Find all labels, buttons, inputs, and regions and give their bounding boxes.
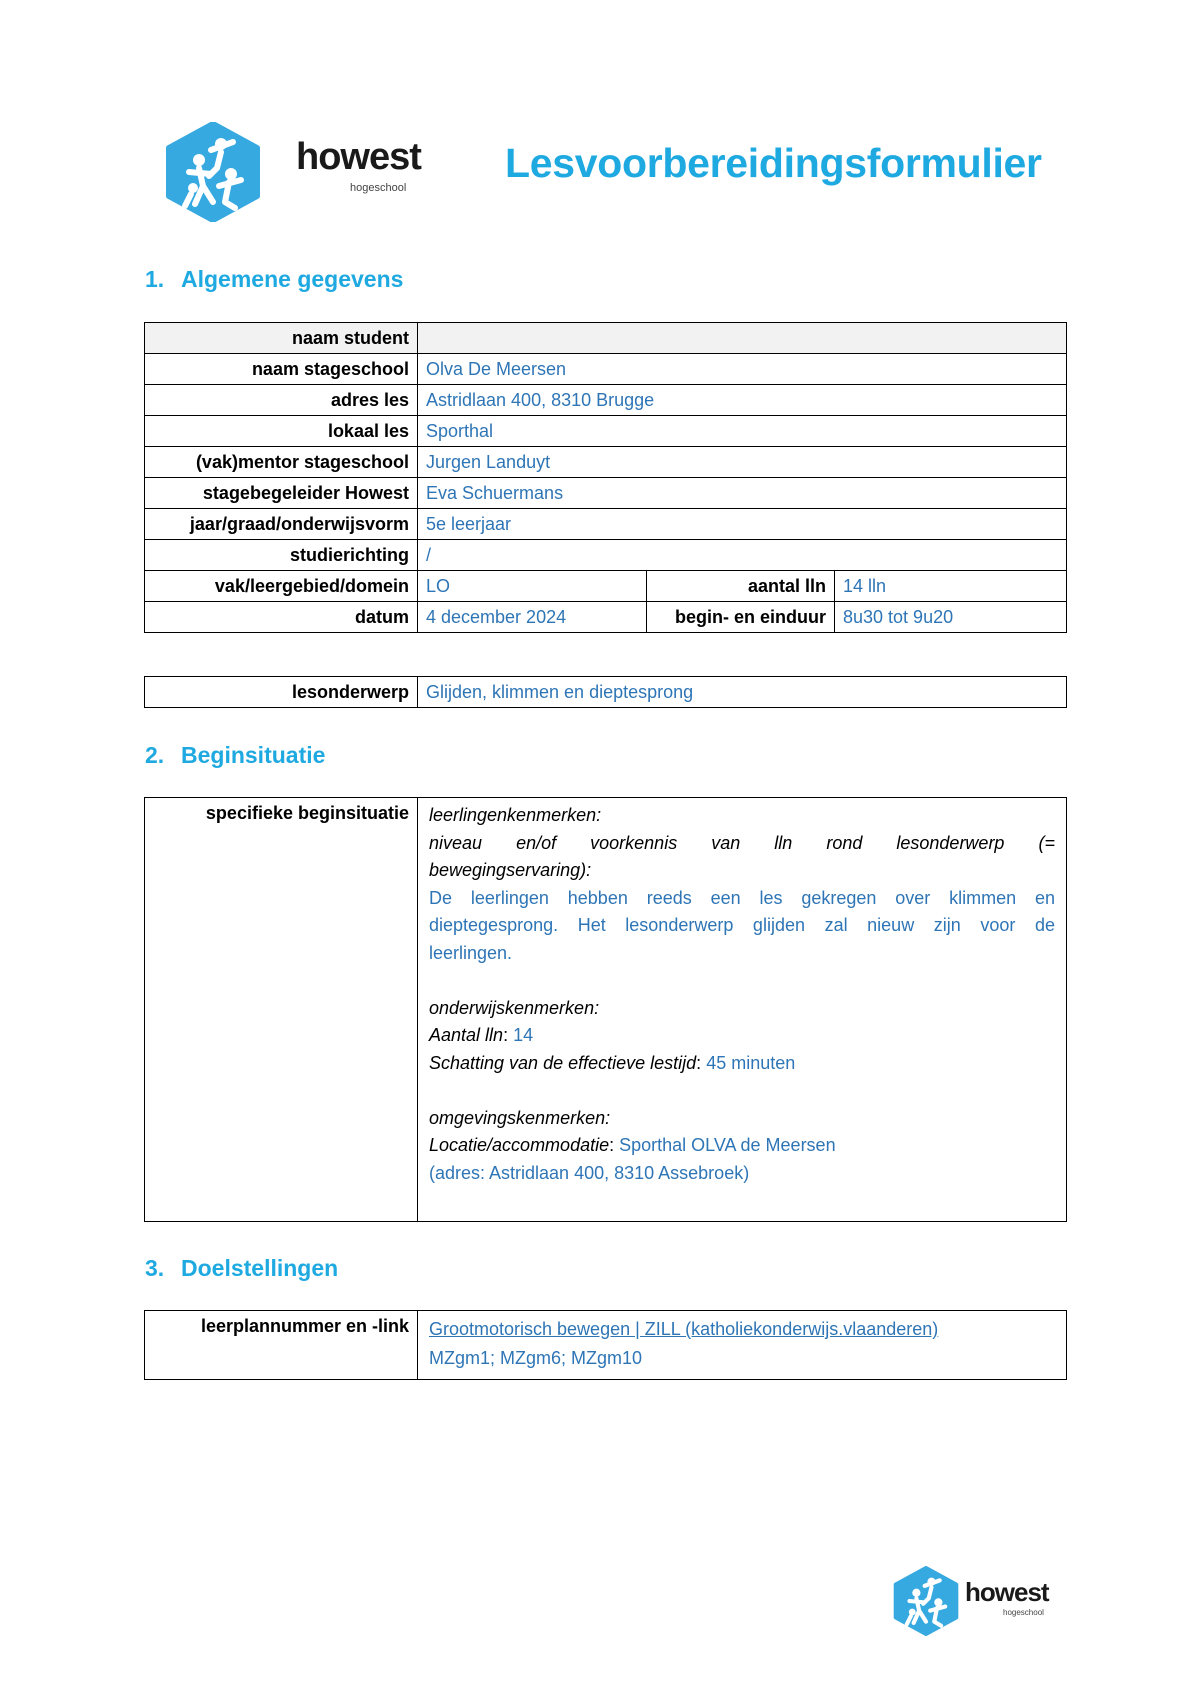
table-row <box>145 323 1067 354</box>
label-studierichting: studierichting <box>145 540 418 571</box>
footer-logo-word: howest <box>965 1577 1049 1607</box>
leerplan-codes: MZgm1; MZgm6; MZgm10 <box>429 1348 643 1368</box>
table-row <box>145 677 1067 708</box>
label-vak: vak/leergebied/domein <box>145 571 418 602</box>
label-naam-stageschool: naam stageschool <box>145 354 418 385</box>
table-row <box>145 1311 1067 1380</box>
table-row <box>145 602 1067 633</box>
onderwijskenmerken-heading: onderwijskenmerken: <box>429 997 600 1018</box>
value-aantal-lln[interactable]: 14 lln <box>835 571 1067 602</box>
table-row <box>145 416 1067 447</box>
table-row <box>145 798 1067 1222</box>
value-lesonderwerp[interactable]: Glijden, klimmen en dieptesprong <box>418 677 1067 708</box>
value-uur[interactable]: 8u30 tot 9u20 <box>835 602 1067 633</box>
beginsituatie-table <box>144 797 1067 1222</box>
beginsituatie-content[interactable] <box>418 798 1067 1222</box>
label-mentor: (vak)mentor stageschool <box>145 447 418 478</box>
logo-word: howest <box>296 136 421 178</box>
label-datum: datum <box>145 602 418 633</box>
howest-logo <box>165 122 445 222</box>
section-heading-algemene-gegevens: 1. Algemene gegevens <box>145 266 404 292</box>
value-jaar[interactable]: 5e leerjaar <box>418 509 1067 540</box>
niveau-heading-line2: bewegingservaring): <box>429 860 592 880</box>
footer-howest-logo <box>893 1566 1073 1638</box>
footer-logo-subtitle: hogeschool <box>1003 1608 1044 1617</box>
table-row <box>145 385 1067 416</box>
table-row <box>145 478 1067 509</box>
table-row <box>145 447 1067 478</box>
niveau-text-line3: leerlingen. <box>429 942 513 963</box>
label-lokaal-les: lokaal les <box>145 416 418 447</box>
table-row <box>145 571 1067 602</box>
leerlingenkenmerken-heading: leerlingenkenmerken: <box>429 805 602 825</box>
doelstellingen-table <box>144 1310 1067 1380</box>
niveau-heading-line1: niveau en/of voorkennis van lln rond lesonderwerp (= <box>429 832 1055 853</box>
value-datum[interactable]: 4 december 2024 <box>418 602 647 633</box>
locatie-line: Locatie/accommodatie: Sporthal OLVA de Meersen <box>429 1135 836 1155</box>
value-naam-student[interactable] <box>418 323 1067 354</box>
section-heading-beginsituatie: 2. Beginsituatie <box>145 742 326 768</box>
value-stagebegeleider[interactable]: Eva Schuermans <box>418 478 1067 509</box>
niveau-text-line1: De leerlingen hebben reeds een les gekregen over klimmen en <box>429 887 1055 908</box>
howest-logo-mark-icon <box>893 1566 959 1636</box>
value-studierichting[interactable]: / <box>418 540 1067 571</box>
section-heading-doelstellingen: 3. Doelstellingen <box>145 1255 339 1281</box>
label-lesonderwerp: lesonderwerp <box>145 677 418 708</box>
label-uur: begin- en einduur <box>647 602 835 633</box>
niveau-text-line2: dieptegesprong. Het lesonderwerp glijden zal nieuw zijn voor de <box>429 915 1055 935</box>
value-naam-stageschool[interactable]: Olva De Meersen <box>418 354 1067 385</box>
label-adres-les: adres les <box>145 385 418 416</box>
lestijd-line: Schatting van de effectieve lestijd: 45 minuten <box>429 1052 796 1073</box>
label-naam-student: naam student <box>145 323 418 354</box>
page-title: Lesvoorbereidingsformulier <box>505 140 1042 186</box>
value-vak[interactable]: LO <box>418 571 647 602</box>
zill-link[interactable]: Grootmotorisch bewegen | ZILL (katholiekonderwijs.vlaanderen) <box>429 1319 939 1339</box>
omgevingskenmerken-heading: omgevingskenmerken: <box>429 1107 611 1128</box>
table-row <box>145 509 1067 540</box>
doelstellingen-content <box>418 1311 1067 1380</box>
value-mentor[interactable]: Jurgen Landuyt <box>418 447 1067 478</box>
lesonderwerp-table <box>144 676 1067 708</box>
table-row <box>145 354 1067 385</box>
label-stagebegeleider: stagebegeleider Howest <box>145 478 418 509</box>
label-aantal-lln: aantal lln <box>647 571 835 602</box>
label-jaar: jaar/graad/onderwijsvorm <box>145 509 418 540</box>
general-info-table <box>144 322 1067 633</box>
table-row <box>145 540 1067 571</box>
adres-line: (adres: Astridlaan 400, 8310 Assebroek) <box>429 1162 750 1183</box>
value-adres-les[interactable]: Astridlaan 400, 8310 Brugge <box>418 385 1067 416</box>
value-lokaal-les[interactable]: Sporthal <box>418 416 1067 447</box>
label-beginsituatie: specifieke beginsituatie <box>145 798 418 1222</box>
label-leerplannummer: leerplannummer en -link <box>145 1311 418 1380</box>
howest-logo-mark-icon <box>165 122 261 222</box>
aantal-line: Aantal lln: 14 <box>429 1025 534 1045</box>
logo-subtitle: hogeschool <box>350 182 407 194</box>
